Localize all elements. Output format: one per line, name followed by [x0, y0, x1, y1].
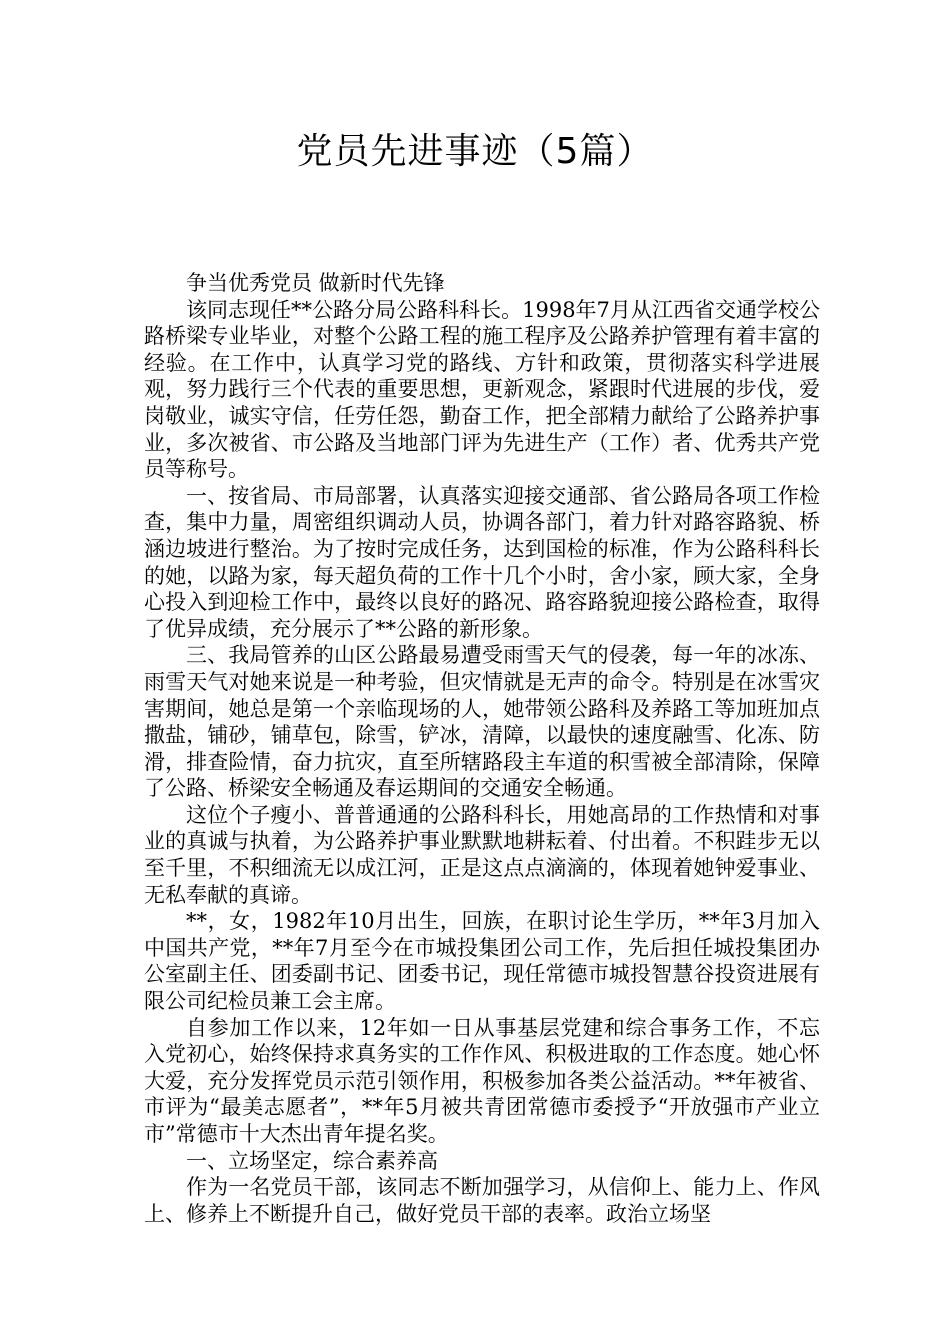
paragraph: **，女，1982年10月出生，回族，在职讨论生学历，**年3月加入中国共产党，**年7月至今在市城投集团公司工作，先后担任城投集团办公室副主任、团委副书记、团委书记，现任常德市城投智慧谷投资进展有限公司纪检员兼工会主席。	[144, 909, 820, 1014]
paragraph: 自参加工作以来，12年如一日从事基层党建和综合事务工作，不忘入党初心，始终保持求真务实的工作作风、积极进取的工作态度。她心怀大爱，充分发挥党员示范引领作用，积极参加各类公益活动。**年被省、市评为“最美志愿者”，**年5月被共青团常德市委授予“开放强市产业立市”常德市十大杰出青年提名奖。	[144, 1015, 820, 1146]
document-body	[144, 270, 820, 1227]
paragraph: 一、按省局、市局部署，认真落实迎接交通部、省公路局各项工作检查，集中力量，周密组织调动人员，协调各部门，着力针对路容路貌、桥涵边坡进行整治。为了按时完成任务，达到国检的标准，作为公路科科长的她，以路为家，每天超负荷的工作十几个小时，舍小家，顾大家，全身心投入到迎检工作中，最终以良好的路况、路容路貌迎接公路检查，取得了优异成绩，充分展示了**公路的新形象。	[144, 483, 820, 641]
paragraph-subtitle: 争当优秀党员 做新时代先锋	[186, 271, 445, 295]
paragraph: 该同志现任**公路分局公路科科长。1998年7月从江西省交通学校公路桥梁专业毕业，对整个公路工程的施工程序及公路养护管理有着丰富的经验。在工作中，认真学习党的路线、方针和政策，贯彻落实科学进展观，努力践行三个代表的重要思想，更新观念，紧跟时代进展的步伐，爱岗敬业，诚实守信，任劳任怨，勤奋工作，把全部精力献给了公路养护事业，多次被省、市公路及当地部门评为先进生产（工作）者、优秀共产党员等称号。	[144, 297, 820, 482]
paragraph: 作为一名党员干部，该同志不断加强学习，从信仰上、能力上、作风上、修养上不断提升自己，做好党员干部的表率。政治立场坚	[144, 1175, 820, 1226]
paragraph: 这位个子瘦小、普普通通的公路科科长，用她高昂的工作热情和对事业的真诚与执着，为公路养护事业默默地耕耘着、付出着。不积跬步无以至千里，不积细流无以成江河，正是这点点滴滴的，体现着她钟爱事业、无私奉献的真谛。	[144, 802, 820, 907]
paragraph: 三、我局管养的山区公路最易遭受雨雪天气的侵袭，每一年的冰冻、雨雪天气对她来说是一种考验，但灾情就是无声的命令。特别是在冰雪灾害期间，她总是第一个亲临现场的人，她带领公路科及养路工等加班加点撒盐，铺砂，铺草包，除雪，铲冰，清障，以最快的速度融雪、化冻、防滑，排查险情，奋力抗灾，直至所辖路段主车道的积雪被全部清除，保障了公路、桥梁安全畅通及春运期间的交通安全畅通。	[144, 643, 820, 801]
document-title: 党员先进事迹（5篇）	[296, 131, 654, 172]
paragraph-heading: 一、立场坚定，综合素养高	[186, 1148, 438, 1173]
